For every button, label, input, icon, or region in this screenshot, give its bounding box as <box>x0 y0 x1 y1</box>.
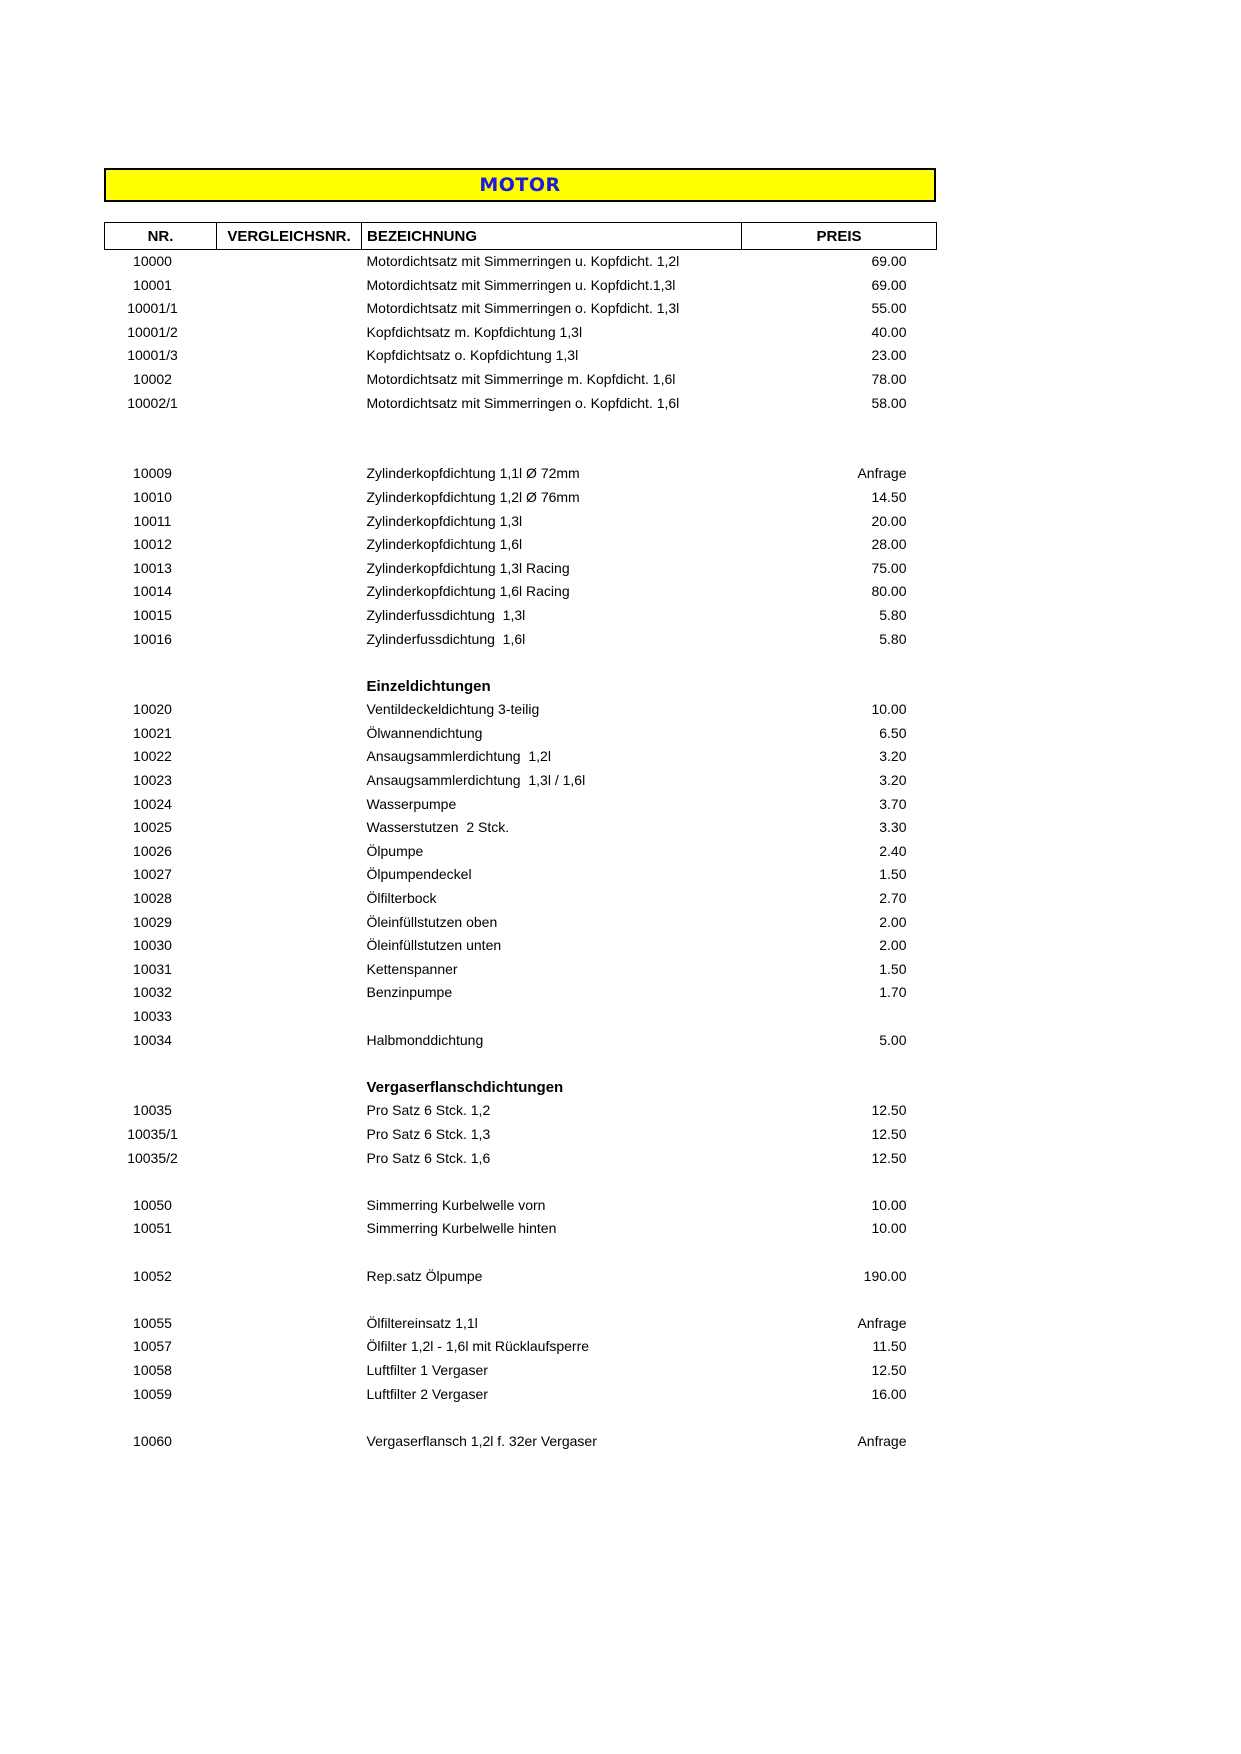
cell-nr: 10033 <box>133 1008 172 1024</box>
cell-nr <box>105 651 217 675</box>
cell-bezeichnung: Luftfilter 2 Vergaser <box>366 1385 488 1402</box>
cell-vergleichsnr <box>217 344 362 368</box>
cell-preis: 10.00 <box>871 1196 907 1213</box>
cell-vergleichsnr <box>217 769 362 793</box>
cell-vergleichsnr <box>217 863 362 887</box>
cell-nr: 10015 <box>133 606 172 623</box>
cell-bezeichnung: Simmerring Kurbelwelle hinten <box>366 1220 557 1237</box>
cell-vergleichsnr <box>217 1076 362 1100</box>
cell-bezeichnung: Öleinfüllstutzen oben <box>366 913 498 930</box>
table-spacer-row <box>105 1170 937 1194</box>
cell-vergleichsnr <box>217 628 362 652</box>
cell-nr: 10031 <box>133 960 172 977</box>
cell-preis: 11.50 <box>872 1338 907 1355</box>
cell-bezeichnung: Zylinderkopfdichtung 1,6l Racing <box>366 583 570 600</box>
cell-preis: 20.00 <box>871 512 907 529</box>
cell-preis: 6.50 <box>879 724 907 741</box>
table-spacer-row <box>105 1288 937 1312</box>
table-row <box>105 1217 937 1241</box>
table-section-heading-row <box>105 675 937 699</box>
column-header-nr: NR. <box>105 223 217 250</box>
cell-nr: 10035/1 <box>127 1125 178 1142</box>
cell-nr: 10010 <box>133 488 172 505</box>
table-section-heading-row <box>105 1076 937 1100</box>
cell-preis: 69.00 <box>871 276 907 293</box>
cell-nr: 10023 <box>133 772 172 789</box>
cell-vergleichsnr <box>217 368 362 392</box>
cell-preis: 1.50 <box>879 960 907 977</box>
cell-preis: 23.00 <box>871 347 907 364</box>
table-spacer-row <box>105 1241 937 1265</box>
cell-preis: 80.00 <box>871 583 907 600</box>
cell-vergleichsnr <box>217 840 362 864</box>
cell-nr: 10001 <box>133 276 172 293</box>
cell-vergleichsnr <box>217 1430 362 1454</box>
table-header-row <box>105 223 937 250</box>
banner-spacer <box>104 202 936 222</box>
cell-preis: 2.70 <box>879 890 907 907</box>
cell-nr: 10014 <box>133 583 172 600</box>
table-row <box>105 769 937 793</box>
cell-preis: Anfrage <box>857 465 907 482</box>
cell-preis: 2.00 <box>879 937 907 954</box>
cell-vergleichsnr <box>217 392 362 416</box>
cell-bezeichnung: Zylinderkopfdichtung 1,3l <box>366 512 523 529</box>
cell-vergleichsnr <box>217 1406 362 1430</box>
cell-bezeichnung: Pro Satz 6 Stck. 1,6 <box>366 1149 491 1166</box>
cell-preis: 12.50 <box>871 1125 907 1142</box>
cell-vergleichsnr <box>217 1359 362 1383</box>
cell-bezeichnung: Zylinderkopfdichtung 1,1l Ø 72mm <box>366 465 580 482</box>
cell-bezeichnung: Ventildeckeldichtung 3-teilig <box>366 701 540 718</box>
cell-preis: 190.00 <box>863 1267 907 1284</box>
table-spacer-row <box>105 651 937 675</box>
cell-vergleichsnr <box>217 1123 362 1147</box>
table-header <box>105 223 937 250</box>
cell-nr: 10035 <box>133 1102 172 1119</box>
cell-bezeichnung: Halbmonddichtung <box>366 1031 484 1048</box>
table-row <box>105 321 937 345</box>
cell-bezeichnung: Ölpumpe <box>366 842 424 859</box>
cell-preis: 5.80 <box>879 630 907 647</box>
cell-vergleichsnr <box>217 250 362 274</box>
cell-nr: 10030 <box>133 937 172 954</box>
cell-vergleichsnr <box>217 911 362 935</box>
table-row <box>105 1194 937 1218</box>
cell-vergleichsnr <box>217 1099 362 1123</box>
table-row <box>105 1005 937 1029</box>
cell-nr: 10060 <box>133 1432 172 1449</box>
cell-nr <box>105 1288 217 1312</box>
cell-nr: 10001/1 <box>127 300 178 317</box>
cell-preis: 69.00 <box>871 253 907 269</box>
cell-bezeichnung: Simmerring Kurbelwelle vorn <box>366 1196 546 1213</box>
table-row <box>105 1430 937 1454</box>
cell-nr: 10028 <box>133 890 172 907</box>
cell-preis: 10.00 <box>871 701 907 718</box>
cell-bezeichnung: Ölpumpendeckel <box>366 866 472 883</box>
cell-bezeichnung: Luftfilter 1 Vergaser <box>366 1361 488 1378</box>
cell-nr: 10020 <box>133 701 172 718</box>
cell-preis <box>742 439 937 463</box>
table-row <box>105 344 937 368</box>
cell-nr: 10026 <box>133 842 172 859</box>
cell-vergleichsnr <box>217 816 362 840</box>
cell-nr: 10024 <box>133 795 172 812</box>
table-row <box>105 958 937 982</box>
cell-vergleichsnr <box>217 604 362 628</box>
cell-preis: 5.00 <box>879 1031 907 1048</box>
table-row <box>105 510 937 534</box>
cell-nr: 10029 <box>133 913 172 930</box>
cell-bezeichnung: Wasserpumpe <box>366 795 457 812</box>
table-row <box>105 392 937 416</box>
cell-preis: Anfrage <box>857 1314 907 1331</box>
cell-bezeichnung: Motordichtsatz mit Simmerringen u. Kopfdicht. 1,2l <box>366 253 680 269</box>
cell-vergleichsnr <box>217 1265 362 1289</box>
cell-nr: 10055 <box>133 1314 172 1331</box>
cell-nr: 10051 <box>133 1220 172 1237</box>
table-row <box>105 1147 937 1171</box>
cell-vergleichsnr <box>217 1288 362 1312</box>
cell-preis: 12.50 <box>871 1361 907 1378</box>
cell-nr: 10059 <box>133 1385 172 1402</box>
cell-bezeichnung: Motordichtsatz mit Simmerringen o. Kopfdicht. 1,3l <box>366 300 680 317</box>
table-row <box>105 486 937 510</box>
table-row <box>105 722 937 746</box>
cell-vergleichsnr <box>217 1312 362 1336</box>
cell-vergleichsnr <box>217 1052 362 1076</box>
cell-vergleichsnr <box>217 1005 362 1029</box>
cell-preis: 3.20 <box>879 748 907 765</box>
table-row <box>105 981 937 1005</box>
cell-preis <box>742 1288 937 1312</box>
cell-nr: 10000 <box>133 253 172 269</box>
cell-bezeichnung: Motordichtsatz mit Simmerringe m. Kopfdicht. 1,6l <box>366 370 676 387</box>
table-row <box>105 628 937 652</box>
cell-preis <box>742 415 937 439</box>
table-row <box>105 1359 937 1383</box>
cell-vergleichsnr <box>217 958 362 982</box>
cell-preis <box>742 1406 937 1430</box>
table-row <box>105 793 937 817</box>
cell-bezeichnung: Kettenspanner <box>366 960 458 977</box>
table-row <box>105 745 937 769</box>
cell-nr <box>105 439 217 463</box>
cell-bezeichnung: Zylinderkopfdichtung 1,3l Racing <box>366 559 570 576</box>
cell-preis: 40.00 <box>871 323 907 340</box>
cell-nr <box>105 1241 217 1265</box>
table-row <box>105 1265 937 1289</box>
cell-bezeichnung <box>362 1052 742 1076</box>
cell-preis: 12.50 <box>871 1149 907 1166</box>
cell-nr: 10002/1 <box>127 394 178 411</box>
cell-preis: 58.00 <box>871 394 907 411</box>
table-row <box>105 1099 937 1123</box>
cell-nr <box>105 1406 217 1430</box>
table-row <box>105 1123 937 1147</box>
cell-bezeichnung: Motordichtsatz mit Simmerringen o. Kopfdicht. 1,6l <box>366 394 680 411</box>
cell-preis: 1.50 <box>879 866 907 883</box>
cell-bezeichnung: Kopfdichtsatz m. Kopfdichtung 1,3l <box>366 323 583 340</box>
table-row <box>105 887 937 911</box>
cell-nr: 10057 <box>133 1338 172 1355</box>
column-header-bezeichnung: BEZEICHNUNG <box>362 223 742 250</box>
cell-nr: 10021 <box>133 724 172 741</box>
table-row <box>105 863 937 887</box>
cell-bezeichnung: Zylinderfussdichtung 1,6l <box>366 630 526 647</box>
cell-bezeichnung: Zylinderkopfdichtung 1,6l <box>366 536 523 553</box>
cell-bezeichnung <box>362 1288 742 1312</box>
table-row <box>105 1029 937 1053</box>
table-row <box>105 274 937 298</box>
cell-nr: 10027 <box>133 866 172 883</box>
cell-preis <box>742 1170 937 1194</box>
cell-bezeichnung: Motordichtsatz mit Simmerringen u. Kopfdicht.1,3l <box>366 276 676 293</box>
cell-vergleichsnr <box>217 1335 362 1359</box>
cell-nr <box>105 1170 217 1194</box>
cell-bezeichnung: Zylinderfussdichtung 1,3l <box>366 606 526 623</box>
parts-price-table <box>104 222 937 1453</box>
cell-nr <box>105 415 217 439</box>
cell-bezeichnung: Kopfdichtsatz o. Kopfdichtung 1,3l <box>366 347 579 364</box>
table-row <box>105 1312 937 1336</box>
table-row <box>105 840 937 864</box>
cell-preis: 2.00 <box>879 913 907 930</box>
cell-vergleichsnr <box>217 981 362 1005</box>
cell-vergleichsnr <box>217 1241 362 1265</box>
cell-preis: 12.50 <box>871 1102 907 1119</box>
cell-preis: 16.00 <box>871 1385 907 1402</box>
cell-bezeichnung <box>362 1406 742 1430</box>
cell-bezeichnung <box>362 1170 742 1194</box>
cell-preis: 5.80 <box>879 606 907 623</box>
section-title-banner <box>104 168 936 202</box>
cell-nr: 10001/3 <box>127 347 178 364</box>
table-row <box>105 368 937 392</box>
cell-nr: 10012 <box>133 536 172 553</box>
cell-vergleichsnr <box>217 1383 362 1407</box>
table-row <box>105 698 937 722</box>
cell-vergleichsnr <box>217 557 362 581</box>
table-spacer-row <box>105 439 937 463</box>
cell-nr: 10013 <box>133 559 172 576</box>
cell-vergleichsnr <box>217 1217 362 1241</box>
table-row <box>105 533 937 557</box>
cell-preis: 28.00 <box>871 536 907 553</box>
section-heading-label: Einzeldichtungen <box>366 677 491 695</box>
cell-bezeichnung <box>362 415 742 439</box>
cell-preis <box>742 651 937 675</box>
table-row <box>105 250 937 274</box>
table-row <box>105 1335 937 1359</box>
cell-vergleichsnr <box>217 274 362 298</box>
table-row <box>105 557 937 581</box>
table-row <box>105 297 937 321</box>
cell-vergleichsnr <box>217 533 362 557</box>
table-row <box>105 911 937 935</box>
price-list-sheet <box>104 168 936 1453</box>
cell-vergleichsnr <box>217 580 362 604</box>
table-spacer-row <box>105 1406 937 1430</box>
cell-vergleichsnr <box>217 698 362 722</box>
cell-nr <box>105 1076 217 1100</box>
cell-preis: Anfrage <box>857 1432 907 1449</box>
cell-nr: 10050 <box>133 1196 172 1213</box>
cell-preis: 3.20 <box>879 772 907 789</box>
cell-vergleichsnr <box>217 510 362 534</box>
cell-bezeichnung <box>362 651 742 675</box>
cell-nr: 10009 <box>133 465 172 482</box>
cell-nr: 10022 <box>133 748 172 765</box>
cell-vergleichsnr <box>217 722 362 746</box>
cell-preis: 55.00 <box>871 300 907 317</box>
cell-bezeichnung: Benzinpumpe <box>366 984 453 1001</box>
cell-bezeichnung: Ölfilterbock <box>366 890 437 907</box>
cell-bezeichnung: Öleinfüllstutzen unten <box>366 937 502 954</box>
cell-vergleichsnr <box>217 793 362 817</box>
cell-bezeichnung: Zylinderkopfdichtung 1,2l Ø 76mm <box>366 488 580 505</box>
cell-vergleichsnr <box>217 415 362 439</box>
column-header-vergleichsnr: VERGLEICHSNR. <box>217 223 362 250</box>
cell-preis <box>742 675 937 699</box>
cell-nr: 10025 <box>133 819 172 836</box>
cell-nr <box>105 675 217 699</box>
cell-vergleichsnr <box>217 486 362 510</box>
cell-nr: 10001/2 <box>127 323 178 340</box>
column-header-preis: PREIS <box>742 223 937 250</box>
cell-nr: 10016 <box>133 630 172 647</box>
cell-preis: 2.40 <box>879 842 907 859</box>
cell-bezeichnung: Pro Satz 6 Stck. 1,2 <box>366 1102 491 1119</box>
table-row <box>105 934 937 958</box>
cell-nr: 10034 <box>133 1031 172 1048</box>
cell-vergleichsnr <box>217 934 362 958</box>
cell-preis: 1.70 <box>879 984 907 1001</box>
cell-preis: 75.00 <box>871 559 907 576</box>
table-row <box>105 462 937 486</box>
cell-vergleichsnr <box>217 675 362 699</box>
cell-nr: 10052 <box>133 1267 172 1284</box>
cell-nr: 10058 <box>133 1361 172 1378</box>
cell-vergleichsnr <box>217 297 362 321</box>
table-spacer-row <box>105 415 937 439</box>
table-spacer-row <box>105 1052 937 1076</box>
cell-preis <box>742 1005 937 1029</box>
table-body <box>105 250 937 1454</box>
cell-preis: 10.00 <box>871 1220 907 1237</box>
cell-vergleichsnr <box>217 651 362 675</box>
cell-nr: 10032 <box>133 984 172 1001</box>
section-heading-label: Vergaserflanschdichtungen <box>366 1078 564 1096</box>
cell-nr: 10002 <box>133 370 172 387</box>
table-row <box>105 604 937 628</box>
cell-vergleichsnr <box>217 321 362 345</box>
cell-bezeichnung: Rep.satz Ölpumpe <box>366 1267 483 1284</box>
cell-bezeichnung: Ansaugsammlerdichtung 1,3l / 1,6l <box>366 772 586 789</box>
page-title: MOTOR <box>479 173 561 196</box>
cell-vergleichsnr <box>217 462 362 486</box>
cell-vergleichsnr <box>217 1170 362 1194</box>
cell-preis <box>742 1076 937 1100</box>
cell-bezeichnung <box>362 439 742 463</box>
cell-vergleichsnr <box>217 1029 362 1053</box>
cell-preis: 3.70 <box>879 795 907 812</box>
cell-vergleichsnr <box>217 887 362 911</box>
cell-bezeichnung: Ölwannendichtung <box>366 724 483 741</box>
cell-bezeichnung <box>362 1241 742 1265</box>
cell-bezeichnung: Wasserstutzen 2 Stck. <box>366 819 510 836</box>
cell-bezeichnung: Ölfilter 1,2l - 1,6l mit Rücklaufsperre <box>366 1338 590 1355</box>
cell-bezeichnung: Ansaugsammlerdichtung 1,2l <box>366 748 551 765</box>
table-row <box>105 580 937 604</box>
cell-preis: 14.50 <box>871 488 907 505</box>
cell-bezeichnung: Pro Satz 6 Stck. 1,3 <box>366 1125 491 1142</box>
cell-preis: 3.30 <box>879 819 907 836</box>
table-row <box>105 1383 937 1407</box>
cell-preis: 78.00 <box>871 370 907 387</box>
cell-bezeichnung: Ölfiltereinsatz 1,1l <box>366 1314 478 1331</box>
cell-nr <box>105 1052 217 1076</box>
cell-bezeichnung: Vergaserflansch 1,2l f. 32er Vergaser <box>366 1432 597 1449</box>
cell-vergleichsnr <box>217 745 362 769</box>
cell-preis <box>742 1052 937 1076</box>
cell-nr: 10035/2 <box>127 1149 178 1166</box>
cell-vergleichsnr <box>217 1194 362 1218</box>
cell-preis <box>742 1241 937 1265</box>
cell-nr: 10011 <box>133 512 172 529</box>
cell-vergleichsnr <box>217 439 362 463</box>
cell-bezeichnung <box>362 1005 742 1029</box>
table-row <box>105 816 937 840</box>
cell-vergleichsnr <box>217 1147 362 1171</box>
